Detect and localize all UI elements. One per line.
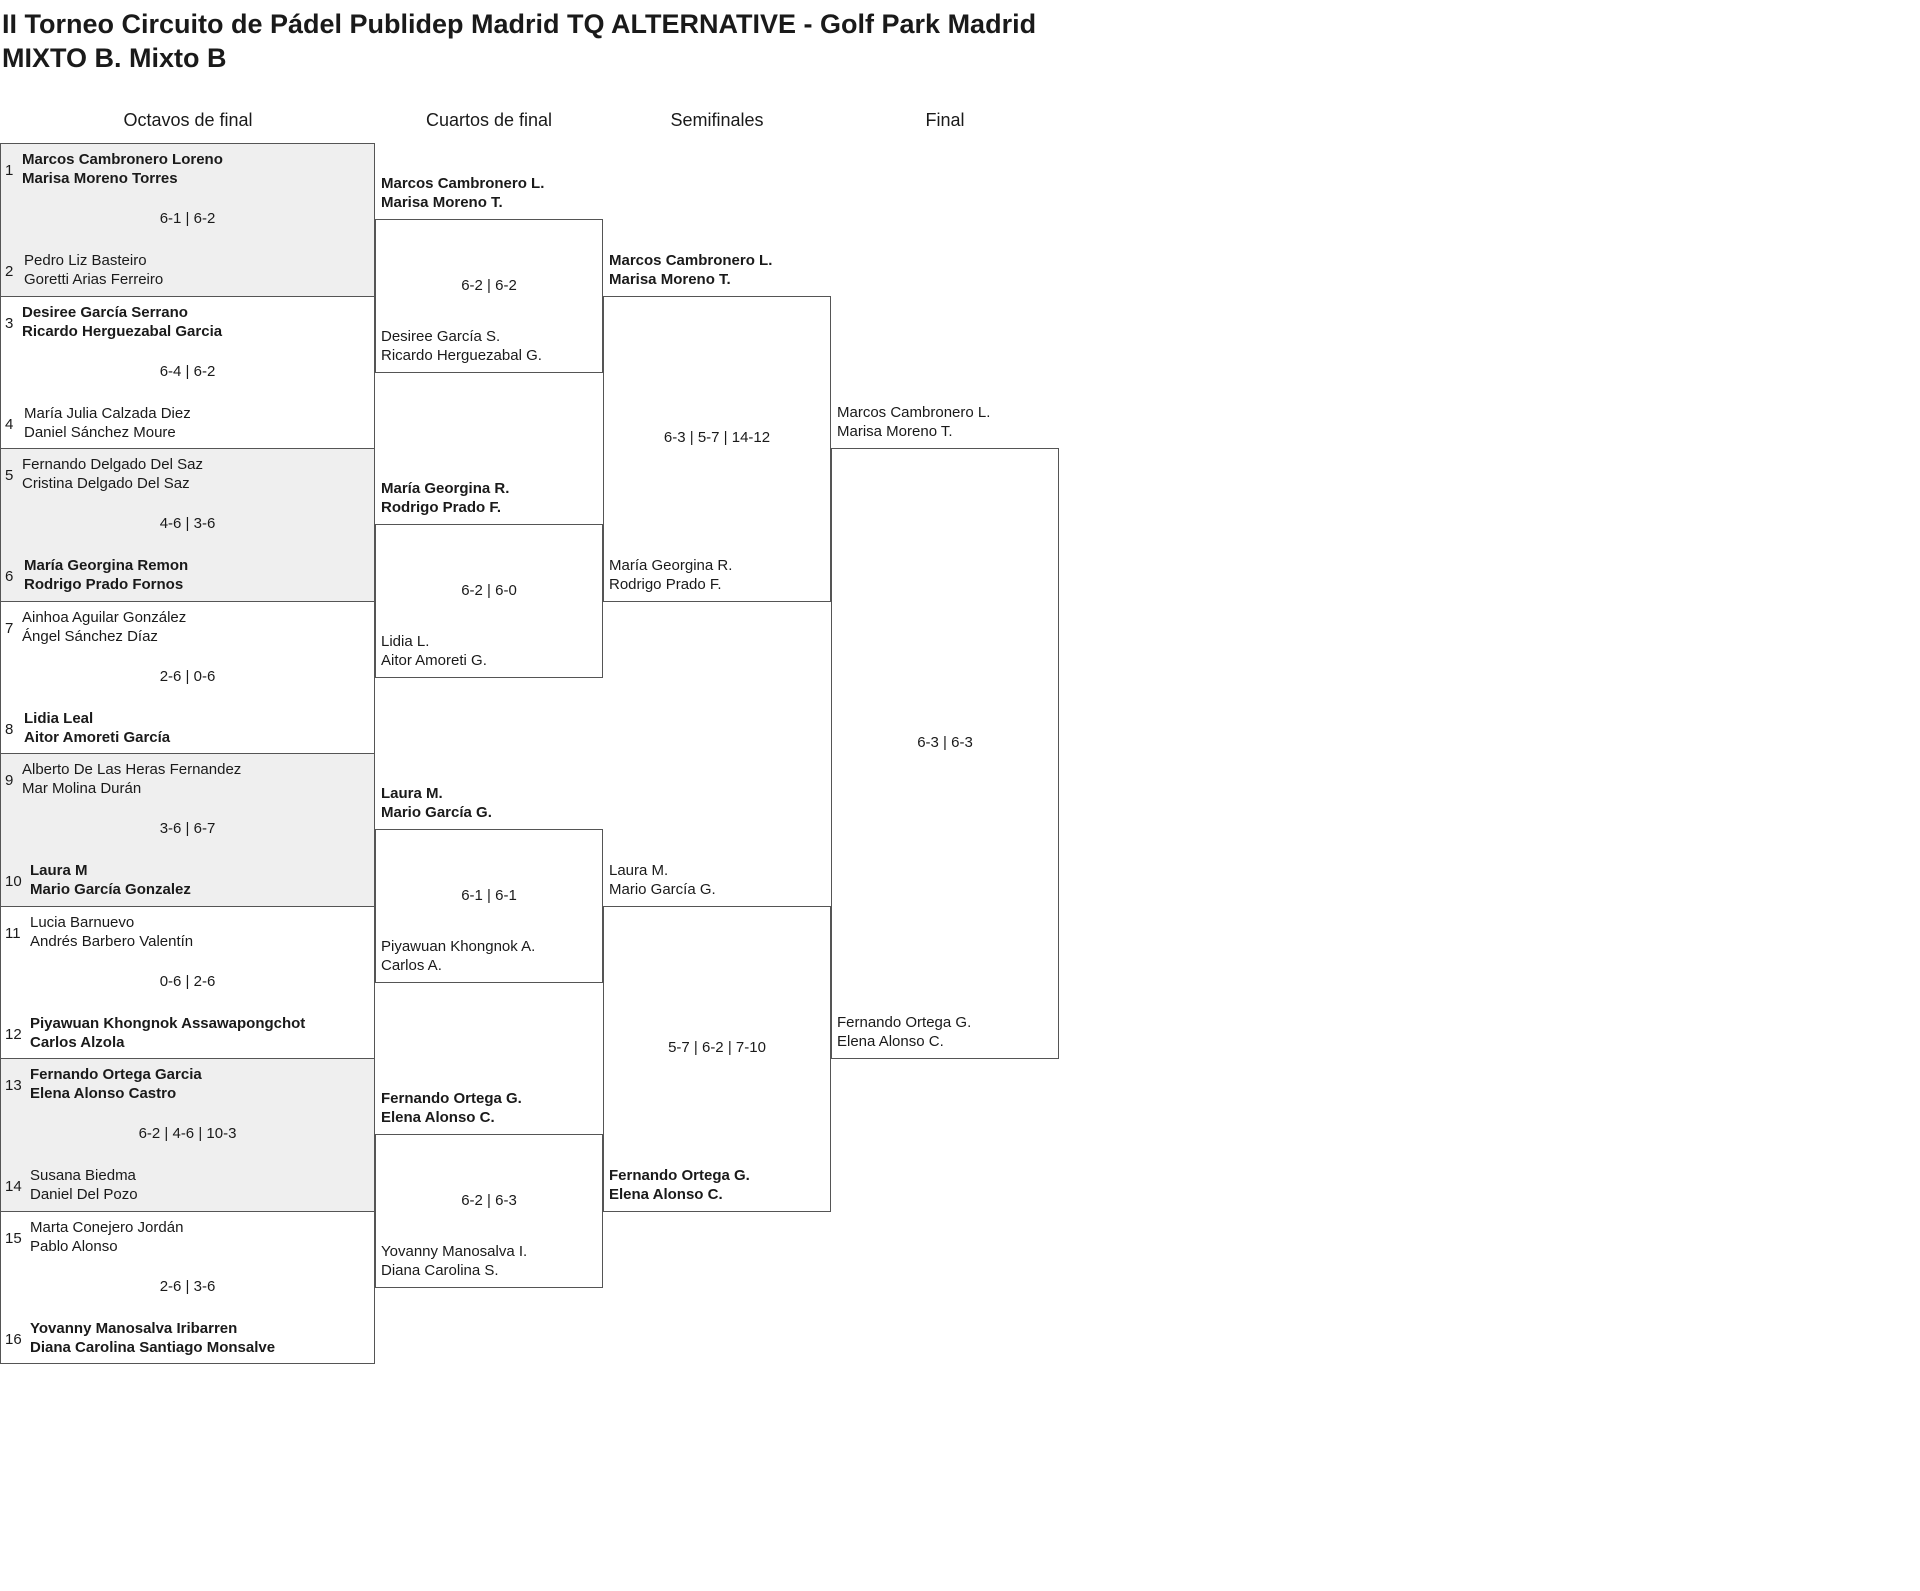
player-name: Fernando Ortega G. (381, 1090, 522, 1108)
player-name: Marta Conejero Jordán (30, 1218, 184, 1236)
match-score: 5-7 | 6-2 | 7-10 (668, 1039, 766, 1056)
player-name: Aitor Amoreti García (24, 728, 171, 746)
player-name: Marcos Cambronero Loreno (22, 151, 223, 168)
player-name: Andrés Barbero Valentín (30, 932, 194, 950)
match-score: 6-2 | 6-0 (461, 581, 517, 599)
team-top (381, 784, 492, 822)
player-name: Fernando Ortega G. (837, 1014, 972, 1031)
team-top (381, 1089, 522, 1127)
team-bottom (24, 709, 170, 747)
team-top (837, 403, 990, 441)
player-name: Lidia Leal (24, 709, 94, 727)
player-name: Marisa Moreno T. (609, 270, 731, 288)
team-bottom (837, 1013, 971, 1051)
match-score: 2-6 | 3-6 (159, 1277, 216, 1295)
player-name: Rodrigo Prado F. (381, 499, 501, 517)
player-name: Marcos Cambronero L. (381, 175, 545, 193)
team-bottom (381, 937, 535, 975)
player-name: Laura M. (381, 785, 443, 803)
match-score: 6-2 | 4-6 | 10-3 (138, 1125, 237, 1142)
match-score: 6-4 | 6-2 (159, 362, 216, 380)
seed-number: 3 (5, 314, 14, 332)
team-bottom (30, 861, 191, 899)
page-subtitle: MIXTO B. Mixto B (2, 43, 227, 73)
player-name: Elena Alonso C. (837, 1033, 944, 1050)
player-name: Elena Alonso C. (609, 1185, 723, 1203)
team-top (22, 760, 241, 798)
seed-number: 10 (5, 873, 22, 890)
team-bottom (381, 632, 487, 670)
player-name: Ángel Sánchez Díaz (22, 627, 158, 645)
seed-number: 15 (5, 1229, 22, 1247)
player-name: María Julia Calzada Diez (24, 404, 191, 422)
team-bottom (381, 327, 542, 365)
player-name: Susana Biedma (30, 1167, 136, 1184)
match-score: 6-1 | 6-1 (461, 886, 517, 904)
player-name: Mario García G. (609, 880, 716, 898)
seed-number: 12 (5, 1025, 22, 1043)
player-name: Ricardo Herguezabal Garcia (22, 322, 223, 340)
team-top (22, 608, 186, 646)
seed-number: 4 (5, 415, 14, 433)
player-name: Mario García Gonzalez (30, 881, 191, 898)
player-name: Aitor Amoreti G. (381, 651, 487, 669)
player-name: Fernando Ortega Garcia (30, 1066, 202, 1083)
team-bottom (381, 1242, 527, 1280)
match-score: 3-6 | 6-7 (159, 820, 216, 837)
seed-number: 2 (5, 263, 14, 280)
player-name: Daniel Del Pozo (30, 1186, 138, 1203)
player-name: Marisa Moreno Torres (22, 170, 178, 187)
seed-number: 6 (5, 568, 14, 585)
player-name: Piyawuan Khongnok A. (381, 937, 536, 955)
player-name: Marcos Cambronero L. (609, 251, 773, 269)
player-name: Fernando Delgado Del Saz (22, 456, 203, 473)
match-score: 6-3 | 6-3 (917, 734, 973, 751)
team-bottom (609, 1166, 750, 1204)
player-name: María Georgina Remon (24, 557, 189, 574)
player-name: Carlos A. (381, 956, 442, 974)
player-name: Pablo Alonso (30, 1237, 118, 1255)
player-name: Marcos Cambronero L. (837, 404, 991, 421)
team-top (30, 913, 193, 951)
team-top (381, 174, 544, 212)
team-top (30, 1065, 202, 1103)
player-name: Fernando Ortega G. (609, 1166, 750, 1184)
player-name: Rodrigo Prado F. (609, 575, 722, 593)
player-name: Cristina Delgado Del Saz (22, 475, 190, 492)
round-header-final: Final (925, 110, 965, 130)
player-name: Ricardo Herguezabal G. (381, 346, 542, 364)
seed-number: 14 (5, 1178, 22, 1195)
player-name: Yovanny Manosalva I. (381, 1242, 528, 1260)
player-name: Piyawuan Khongnok Assawapongchot (30, 1014, 306, 1032)
player-name: Mar Molina Durán (22, 780, 142, 797)
team-top (30, 1218, 183, 1256)
team-top (22, 150, 223, 188)
player-name: Laura M. (609, 861, 669, 879)
seed-number: 8 (5, 720, 14, 738)
page-title: II Torneo Circuito de Pádel Publidep Madrid TQ ALTERNATIVE - Golf Park Madrid (2, 9, 1037, 39)
player-name: Diana Carolina Santiago Monsalve (30, 1338, 276, 1356)
team-top (22, 455, 203, 493)
team-top (381, 479, 509, 517)
team-bottom (24, 556, 188, 594)
seed-number: 9 (5, 772, 14, 789)
seed-number: 13 (5, 1077, 22, 1094)
player-name: Pedro Liz Basteiro (24, 252, 147, 269)
player-name: Rodrigo Prado Fornos (24, 576, 184, 593)
team-bottom (30, 1014, 305, 1052)
round-header-r16: Octavos de final (123, 110, 253, 130)
player-name: Elena Alonso C. (381, 1109, 495, 1127)
seed-number: 11 (5, 924, 21, 942)
team-top (22, 303, 222, 341)
match-score: 6-2 | 6-2 (461, 276, 517, 294)
seed-number: 5 (5, 467, 14, 484)
player-name: Alberto De Las Heras Fernandez (22, 761, 242, 778)
player-name: Laura M (30, 862, 88, 879)
seed-number: 16 (5, 1330, 22, 1348)
seed-number: 1 (5, 162, 14, 179)
seed-number: 7 (5, 619, 14, 637)
team-bottom (609, 556, 732, 594)
player-name: Daniel Sánchez Moure (24, 423, 176, 441)
team-top (609, 861, 716, 899)
match-score: 6-2 | 6-3 (461, 1191, 517, 1209)
player-name: Mario García G. (381, 804, 492, 822)
team-top (609, 251, 772, 289)
player-name: Diana Carolina S. (381, 1261, 499, 1279)
round-header-qf: Cuartos de final (425, 110, 553, 130)
round-header-sf: Semifinales (670, 110, 764, 130)
player-name: María Georgina R. (609, 556, 733, 574)
match-score: 0-6 | 2-6 (159, 972, 216, 990)
player-name: Marisa Moreno T. (381, 194, 503, 212)
team-bottom (30, 1319, 275, 1357)
player-name: Marisa Moreno T. (837, 423, 953, 440)
match-score: 6-3 | 5-7 | 14-12 (663, 429, 771, 446)
player-name: Ainhoa Aguilar González (22, 608, 187, 626)
player-name: Carlos Alzola (30, 1033, 125, 1051)
match-score: 2-6 | 0-6 (159, 667, 216, 685)
player-name: Goretti Arias Ferreiro (24, 271, 164, 288)
player-name: Lucia Barnuevo (30, 913, 135, 931)
team-bottom (24, 404, 191, 442)
player-name: Lidia L. (381, 632, 430, 650)
player-name: Desiree García Serrano (22, 303, 188, 321)
player-name: Elena Alonso Castro (30, 1085, 177, 1102)
player-name: Desiree García S. (381, 327, 501, 345)
match-score: 6-1 | 6-2 (159, 210, 216, 227)
team-bottom (24, 251, 163, 289)
match-round-3 (831, 448, 1059, 1059)
match-score: 4-6 | 3-6 (159, 515, 216, 532)
player-name: María Georgina R. (381, 480, 510, 498)
team-bottom (30, 1166, 138, 1204)
player-name: Yovanny Manosalva Iribarren (30, 1319, 238, 1337)
